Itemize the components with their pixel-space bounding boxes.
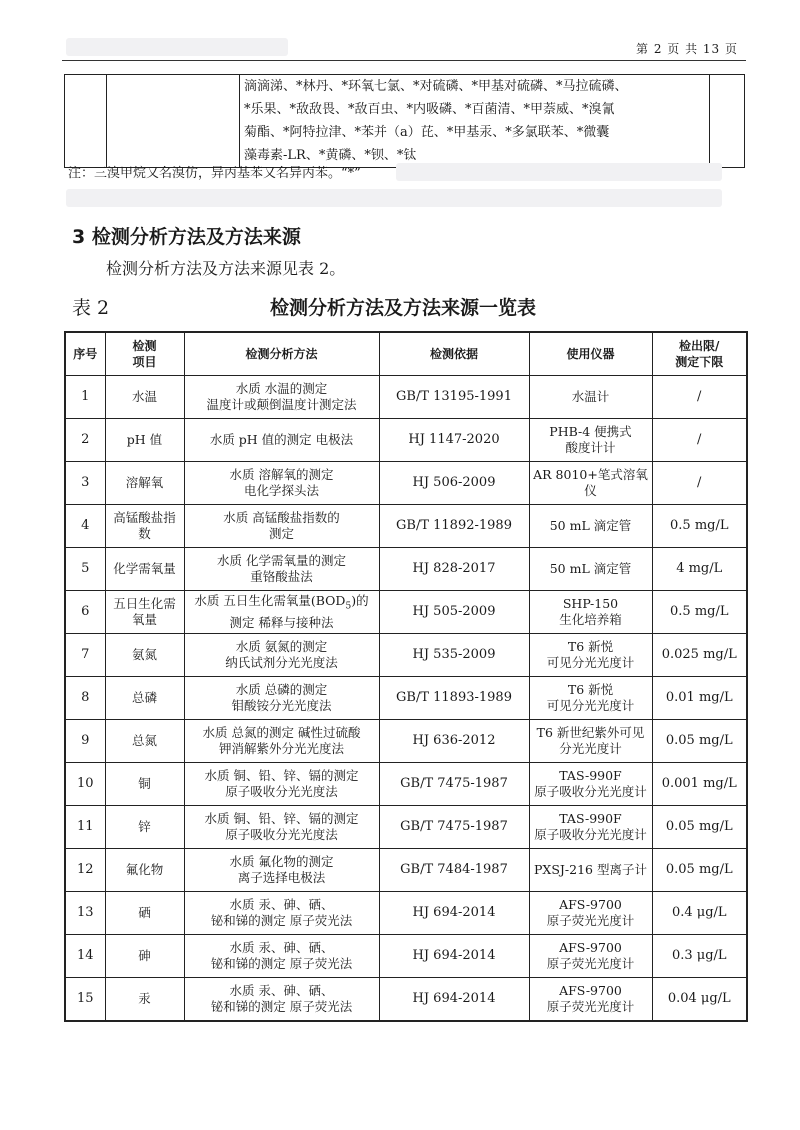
cell-no: 12 — [65, 849, 105, 892]
redacted-header-text — [66, 38, 288, 56]
cell-item: 硒 — [105, 892, 184, 935]
cell-basis: HJ 505-2009 — [379, 591, 529, 634]
cell-basis: HJ 535-2009 — [379, 634, 529, 677]
cell-item: 五日生化需 氧量 — [105, 591, 184, 634]
cell-basis: HJ 694-2014 — [379, 978, 529, 1022]
cell-item: 溶解氧 — [105, 462, 184, 505]
table-title: 检测分析方法及方法来源一览表 — [270, 297, 537, 319]
cell-item: pH 值 — [105, 419, 184, 462]
previous-table-continuation — [64, 74, 745, 168]
table-row — [65, 548, 747, 591]
cell-instrument: SHP-150 生化培养箱 — [529, 591, 652, 634]
table-row — [65, 376, 747, 419]
header-instrument: 使用仪器 — [529, 332, 652, 376]
cell-instrument: AR 8010+笔式溶氧 仪 — [529, 462, 652, 505]
cell-limit: / — [652, 376, 747, 419]
cell-item: 水温 — [105, 376, 184, 419]
header-method: 检测分析方法 — [184, 332, 379, 376]
section-title: 3 检测分析方法及方法来源 — [72, 226, 301, 248]
header-item: 检测 项目 — [105, 332, 184, 376]
section-intro: 检测分析方法及方法来源见表 2。 — [106, 259, 346, 278]
cell-instrument: T6 新世纪紫外可见 分光光度计 — [529, 720, 652, 763]
cell-item: 氨氮 — [105, 634, 184, 677]
cell-basis: HJ 1147-2020 — [379, 419, 529, 462]
cell-instrument: AFS-9700 原子荧光光度计 — [529, 892, 652, 935]
header-no: 序号 — [65, 332, 105, 376]
cell-method: 水质 汞、砷、硒、 铋和锑的测定 原子荧光法 — [184, 892, 379, 935]
cell-empty — [107, 75, 240, 168]
cell-method: 水质 总氮的测定 碱性过硫酸 钾消解紫外分光光度法 — [184, 720, 379, 763]
cell-item: 高锰酸盐指 数 — [105, 505, 184, 548]
cell-no: 15 — [65, 978, 105, 1022]
cell-basis: GB/T 7475-1987 — [379, 806, 529, 849]
cell-limit: 0.05 mg/L — [652, 720, 747, 763]
cell-instrument: AFS-9700 原子荧光光度计 — [529, 935, 652, 978]
table-row — [65, 978, 747, 1022]
cell-limit: 0.5 mg/L — [652, 505, 747, 548]
cell-basis: HJ 694-2014 — [379, 892, 529, 935]
table-row — [65, 849, 747, 892]
table-row — [65, 634, 747, 677]
table-row — [65, 720, 747, 763]
cell-item: 砷 — [105, 935, 184, 978]
cell-item: 总氮 — [105, 720, 184, 763]
cell-basis: HJ 828-2017 — [379, 548, 529, 591]
table-row — [65, 763, 747, 806]
redacted-note-text — [396, 163, 722, 181]
cell-item: 锌 — [105, 806, 184, 849]
cell-item: 汞 — [105, 978, 184, 1022]
cell-basis: HJ 636-2012 — [379, 720, 529, 763]
cell-empty — [65, 75, 107, 168]
cell-method: 水质 汞、砷、硒、 铋和锑的测定 原子荧光法 — [184, 978, 379, 1022]
cell-no: 14 — [65, 935, 105, 978]
cell-instrument: PHB-4 便携式 酸度计计 — [529, 419, 652, 462]
cell-instrument: 50 mL 滴定管 — [529, 548, 652, 591]
table-label: 表 2 — [72, 297, 110, 319]
cell-no: 9 — [65, 720, 105, 763]
cell-limit: 0.5 mg/L — [652, 591, 747, 634]
table-row — [65, 677, 747, 720]
cell-no: 3 — [65, 462, 105, 505]
parameter-list-line: 滴滴涕、*林丹、*环氧七氯、*对硫磷、*甲基对硫磷、*马拉硫磷、 — [244, 79, 628, 94]
cell-item: 氟化物 — [105, 849, 184, 892]
cell-no: 7 — [65, 634, 105, 677]
methods-table — [64, 331, 748, 1022]
cell-limit: 0.05 mg/L — [652, 806, 747, 849]
cell-method: 水质 五日生化需氧量$(BOD_5)$的 测定 稀释与接种法 — [184, 591, 379, 634]
cell-item: 化学需氧量 — [105, 548, 184, 591]
cell-basis: GB/T 11892-1989 — [379, 505, 529, 548]
table-note: 注：三溴甲烷又名溴仿，异丙基苯又名异丙苯。“*” — [68, 166, 361, 181]
cell-limit: 0.01 mg/L — [652, 677, 747, 720]
cell-limit: 0.4 μg/L — [652, 892, 747, 935]
cell-limit: 0.001 mg/L — [652, 763, 747, 806]
cell-instrument: TAS-990F 原子吸收分光光度计 — [529, 763, 652, 806]
cell-method: 水质 氨氮的测定 纳氏试剂分光光度法 — [184, 634, 379, 677]
cell-instrument: T6 新悦 可见分光光度计 — [529, 677, 652, 720]
cell-basis: GB/T 7484-1987 — [379, 849, 529, 892]
header-limit: 检出限/ 测定下限 — [652, 332, 747, 376]
cell-no: 5 — [65, 548, 105, 591]
cell-basis: HJ 506-2009 — [379, 462, 529, 505]
cell-no: 11 — [65, 806, 105, 849]
table-row — [65, 892, 747, 935]
cell-no: 4 — [65, 505, 105, 548]
cell-no: 1 — [65, 376, 105, 419]
table-row — [65, 505, 747, 548]
cell-no: 6 — [65, 591, 105, 634]
cell-method: 水质 铜、铅、锌、镉的测定 原子吸收分光光度法 — [184, 763, 379, 806]
cell-limit: 0.05 mg/L — [652, 849, 747, 892]
cell-basis: HJ 694-2014 — [379, 935, 529, 978]
table-row — [65, 935, 747, 978]
table-row — [65, 462, 747, 505]
cell-method: 水质 化学需氧量的测定 重铬酸盐法 — [184, 548, 379, 591]
cell-item: 总磷 — [105, 677, 184, 720]
page-header — [62, 38, 746, 61]
cell-no: 10 — [65, 763, 105, 806]
cell-basis: GB/T 13195-1991 — [379, 376, 529, 419]
cell-limit: 4 mg/L — [652, 548, 747, 591]
cell-limit: 0.025 mg/L — [652, 634, 747, 677]
cell-empty — [710, 75, 745, 168]
parameter-list-line: 藻毒素-LR、*黄磷、*钡、*钛 — [244, 148, 417, 163]
cell-instrument: 水温计 — [529, 376, 652, 419]
cell-method: 水质 总磷的测定 钼酸铵分光光度法 — [184, 677, 379, 720]
cell-method: 水质 pH 值的测定 电极法 — [184, 419, 379, 462]
cell-no: 13 — [65, 892, 105, 935]
parameter-list-cell — [240, 75, 710, 168]
table-row — [65, 591, 747, 634]
cell-method: 水质 汞、砷、硒、 铋和锑的测定 原子荧光法 — [184, 935, 379, 978]
cell-method: 水质 铜、铅、锌、镉的测定 原子吸收分光光度法 — [184, 806, 379, 849]
redacted-note-text — [66, 189, 722, 207]
cell-limit: 0.04 μg/L — [652, 978, 747, 1022]
cell-no: 2 — [65, 419, 105, 462]
page-number: 第 2 页 共 13 页 — [636, 42, 738, 56]
cell-limit: / — [652, 462, 747, 505]
cell-instrument: AFS-9700 原子荧光光度计 — [529, 978, 652, 1022]
table-row — [65, 419, 747, 462]
table-row — [65, 806, 747, 849]
cell-method: 水质 高锰酸盐指数的 测定 — [184, 505, 379, 548]
cell-basis: GB/T 7475-1987 — [379, 763, 529, 806]
cell-instrument: 50 mL 滴定管 — [529, 505, 652, 548]
cell-item: 铜 — [105, 763, 184, 806]
cell-instrument: TAS-990F 原子吸收分光光度计 — [529, 806, 652, 849]
cell-instrument: T6 新悦 可见分光光度计 — [529, 634, 652, 677]
parameter-list-line: *乐果、*敌敌畏、*敌百虫、*内吸磷、*百菌清、*甲萘威、*溴氰 — [244, 102, 615, 117]
cell-instrument: PXSJ-216 型离子计 — [529, 849, 652, 892]
cell-method: 水质 氟化物的测定 离子选择电极法 — [184, 849, 379, 892]
cell-limit: 0.3 μg/L — [652, 935, 747, 978]
cell-method: 水质 溶解氧的测定 电化学探头法 — [184, 462, 379, 505]
cell-limit: / — [652, 419, 747, 462]
header-basis: 检测依据 — [379, 332, 529, 376]
table-header-row — [65, 332, 747, 376]
cell-basis: GB/T 11893-1989 — [379, 677, 529, 720]
cell-no: 8 — [65, 677, 105, 720]
parameter-list-line: 菊酯、*阿特拉津、*苯并（a）芘、*甲基汞、*多氯联苯、*微囊 — [244, 125, 610, 140]
cell-method: 水质 水温的测定 温度计或颠倒温度计测定法 — [184, 376, 379, 419]
